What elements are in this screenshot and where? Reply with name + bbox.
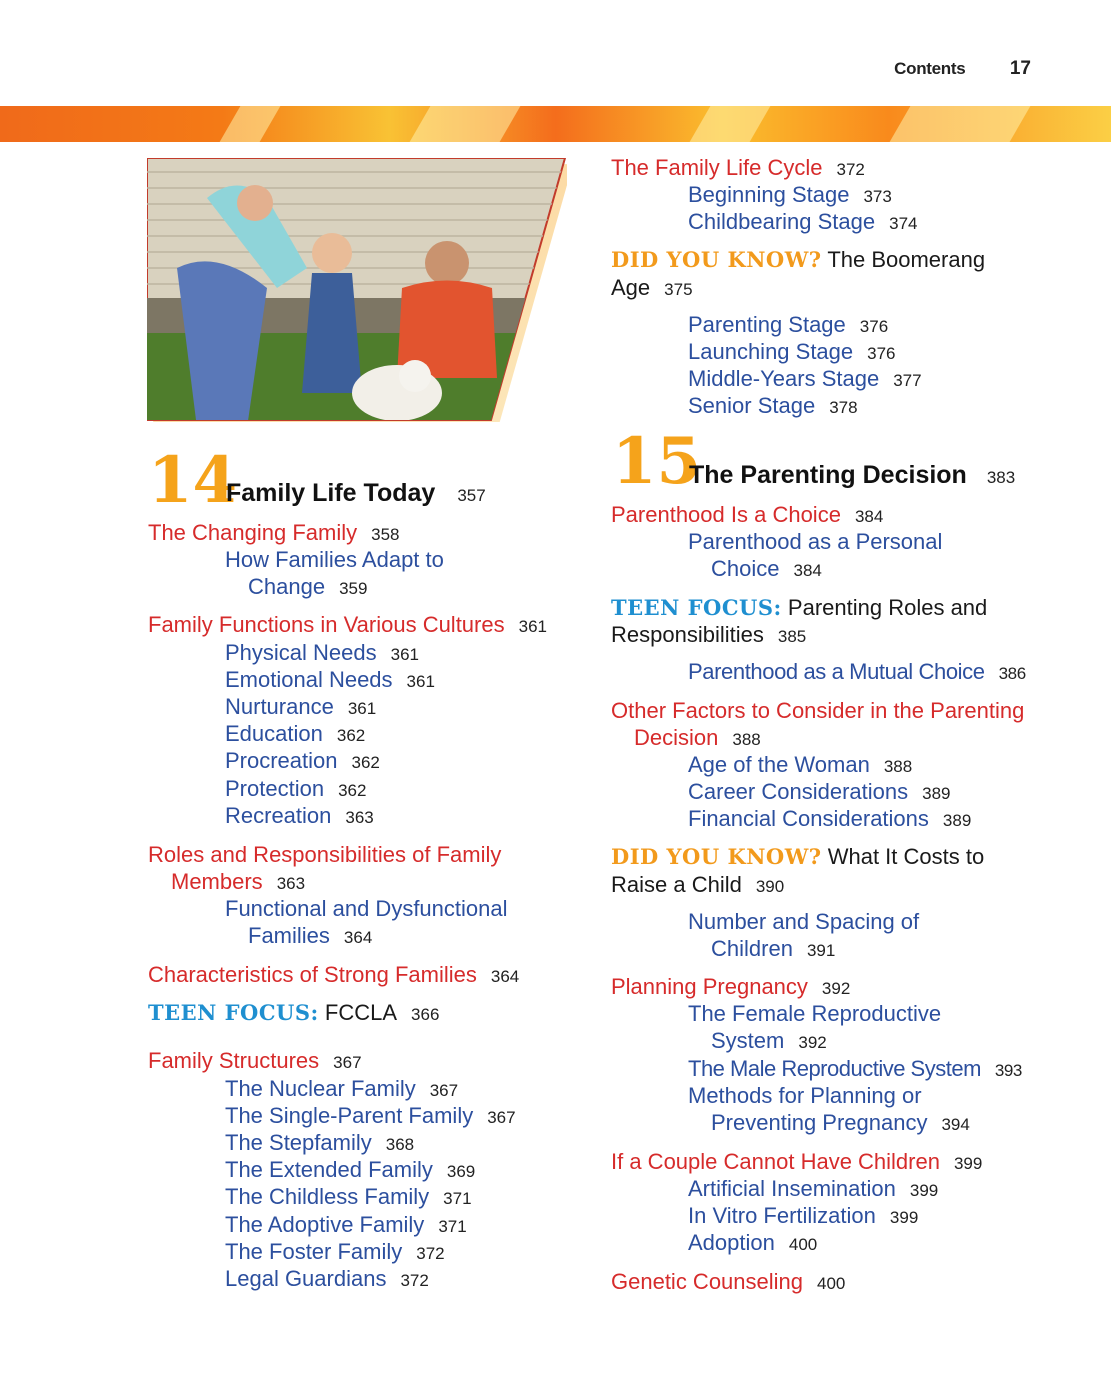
toc-entry[interactable]: The Nuclear Family 367	[225, 1076, 459, 1101]
toc-entry[interactable]: If a Couple Cannot Have Children 399	[611, 1149, 983, 1174]
toc-entry[interactable]: System 392	[711, 1028, 827, 1053]
toc-entry[interactable]: Parenting Stage 376	[688, 312, 889, 337]
decorative-banner	[0, 106, 1111, 142]
did-you-know-feature[interactable]: DID YOU KNOW? The Boomerang	[611, 247, 986, 272]
teen-focus-feature[interactable]: TEEN FOCUS: FCCLA 366	[148, 1000, 440, 1025]
toc-entry[interactable]: Education 362	[225, 721, 366, 746]
toc-entry[interactable]: Change 359	[248, 574, 368, 599]
toc-entry[interactable]: Parenthood Is a Choice 384	[611, 502, 884, 527]
toc-entry[interactable]: Recreation 363	[225, 803, 374, 828]
toc-entry[interactable]: Members 363	[171, 869, 306, 894]
toc-entry[interactable]: Roles and Responsibilities of Family	[148, 842, 502, 867]
toc-entry[interactable]: Parenthood as a Mutual Choice 386	[688, 659, 1026, 684]
toc-entry[interactable]: Protection 362	[225, 776, 367, 801]
toc-entry[interactable]: Number and Spacing of	[688, 909, 920, 934]
toc-entry[interactable]: Decision 388	[634, 725, 761, 750]
chapter-14-number: 14	[148, 443, 238, 518]
toc-entry[interactable]: Career Considerations 389	[688, 779, 951, 804]
toc-entry[interactable]: The Childless Family 371	[225, 1184, 472, 1209]
toc-entry[interactable]: The Extended Family 369	[225, 1157, 476, 1182]
did-you-know-feature-cont[interactable]: Raise a Child 390	[611, 872, 785, 897]
running-header	[894, 58, 1031, 80]
toc-entry[interactable]: Childbearing Stage 374	[688, 209, 918, 234]
page-number: 17	[1009, 58, 1031, 79]
toc-entry[interactable]: Artificial Insemination 399	[688, 1176, 939, 1201]
toc-entry[interactable]: Age of the Woman 388	[688, 752, 913, 777]
family-photo	[147, 158, 567, 422]
chapter-15-title[interactable]: The Parenting Decision 383	[689, 461, 1016, 489]
toc-entry[interactable]: Launching Stage 376	[688, 339, 896, 364]
toc-entry[interactable]: Emotional Needs 361	[225, 667, 435, 692]
header-label: Contents	[894, 59, 966, 78]
toc-entry[interactable]: Procreation 362	[225, 748, 380, 773]
toc-entry[interactable]: Beginning Stage 373	[688, 182, 892, 207]
toc-entry[interactable]: Parenthood as a Personal	[688, 529, 943, 554]
toc-entry[interactable]: Financial Considerations 389	[688, 806, 972, 831]
teen-focus-feature-cont[interactable]: Responsibilities 385	[611, 622, 807, 647]
did-you-know-feature[interactable]: DID YOU KNOW? What It Costs to	[611, 844, 985, 869]
toc-entry[interactable]: Adoption 400	[688, 1230, 818, 1255]
toc-entry[interactable]: Physical Needs 361	[225, 640, 420, 665]
toc-entry[interactable]: Senior Stage 378	[688, 393, 858, 418]
toc-entry[interactable]: The Stepfamily 368	[225, 1130, 415, 1155]
toc-entry[interactable]: Family Structures 367	[148, 1048, 362, 1073]
toc-entry[interactable]: The Changing Family 358	[148, 520, 400, 545]
toc-entry[interactable]: The Foster Family 372	[225, 1239, 445, 1264]
toc-entry[interactable]: Families 364	[248, 923, 373, 948]
toc-entry[interactable]: Functional and Dysfunctional	[225, 896, 508, 921]
toc-entry[interactable]: Legal Guardians 372	[225, 1266, 429, 1291]
teen-focus-feature[interactable]: TEEN FOCUS: Parenting Roles and	[611, 595, 988, 620]
toc-entry[interactable]: Nurturance 361	[225, 694, 377, 719]
toc-entry[interactable]: Genetic Counseling 400	[611, 1269, 846, 1294]
toc-entry[interactable]: The Family Life Cycle 372	[611, 155, 865, 180]
toc-entry[interactable]: Middle-Years Stage 377	[688, 366, 922, 391]
chapter-15-number: 15	[612, 424, 702, 499]
toc-entry[interactable]: Children 391	[711, 936, 836, 961]
toc-entry[interactable]: In Vitro Fertilization 399	[688, 1203, 919, 1228]
toc-entry[interactable]: The Single-Parent Family 367	[225, 1103, 516, 1128]
did-you-know-feature-cont[interactable]: Age 375	[611, 275, 693, 300]
toc-entry[interactable]: The Adoptive Family 371	[225, 1212, 467, 1237]
toc-entry[interactable]: Choice 384	[711, 556, 822, 581]
toc-entry[interactable]: Other Factors to Consider in the Parenting	[611, 698, 1025, 723]
toc-entry[interactable]: Characteristics of Strong Families 364	[148, 962, 520, 987]
toc-entry[interactable]: How Families Adapt to	[225, 547, 444, 572]
toc-entry[interactable]: Preventing Pregnancy 394	[711, 1110, 970, 1135]
toc-entry[interactable]: Planning Pregnancy 392	[611, 974, 851, 999]
toc-entry[interactable]: The Male Reproductive System 393	[688, 1056, 1022, 1081]
toc-entry[interactable]: Family Functions in Various Cultures 361	[148, 612, 547, 637]
toc-entry[interactable]: Methods for Planning or	[688, 1083, 922, 1108]
toc-entry[interactable]: The Female Reproductive	[688, 1001, 942, 1026]
chapter-14-title[interactable]: Family Life Today 357	[226, 479, 486, 507]
